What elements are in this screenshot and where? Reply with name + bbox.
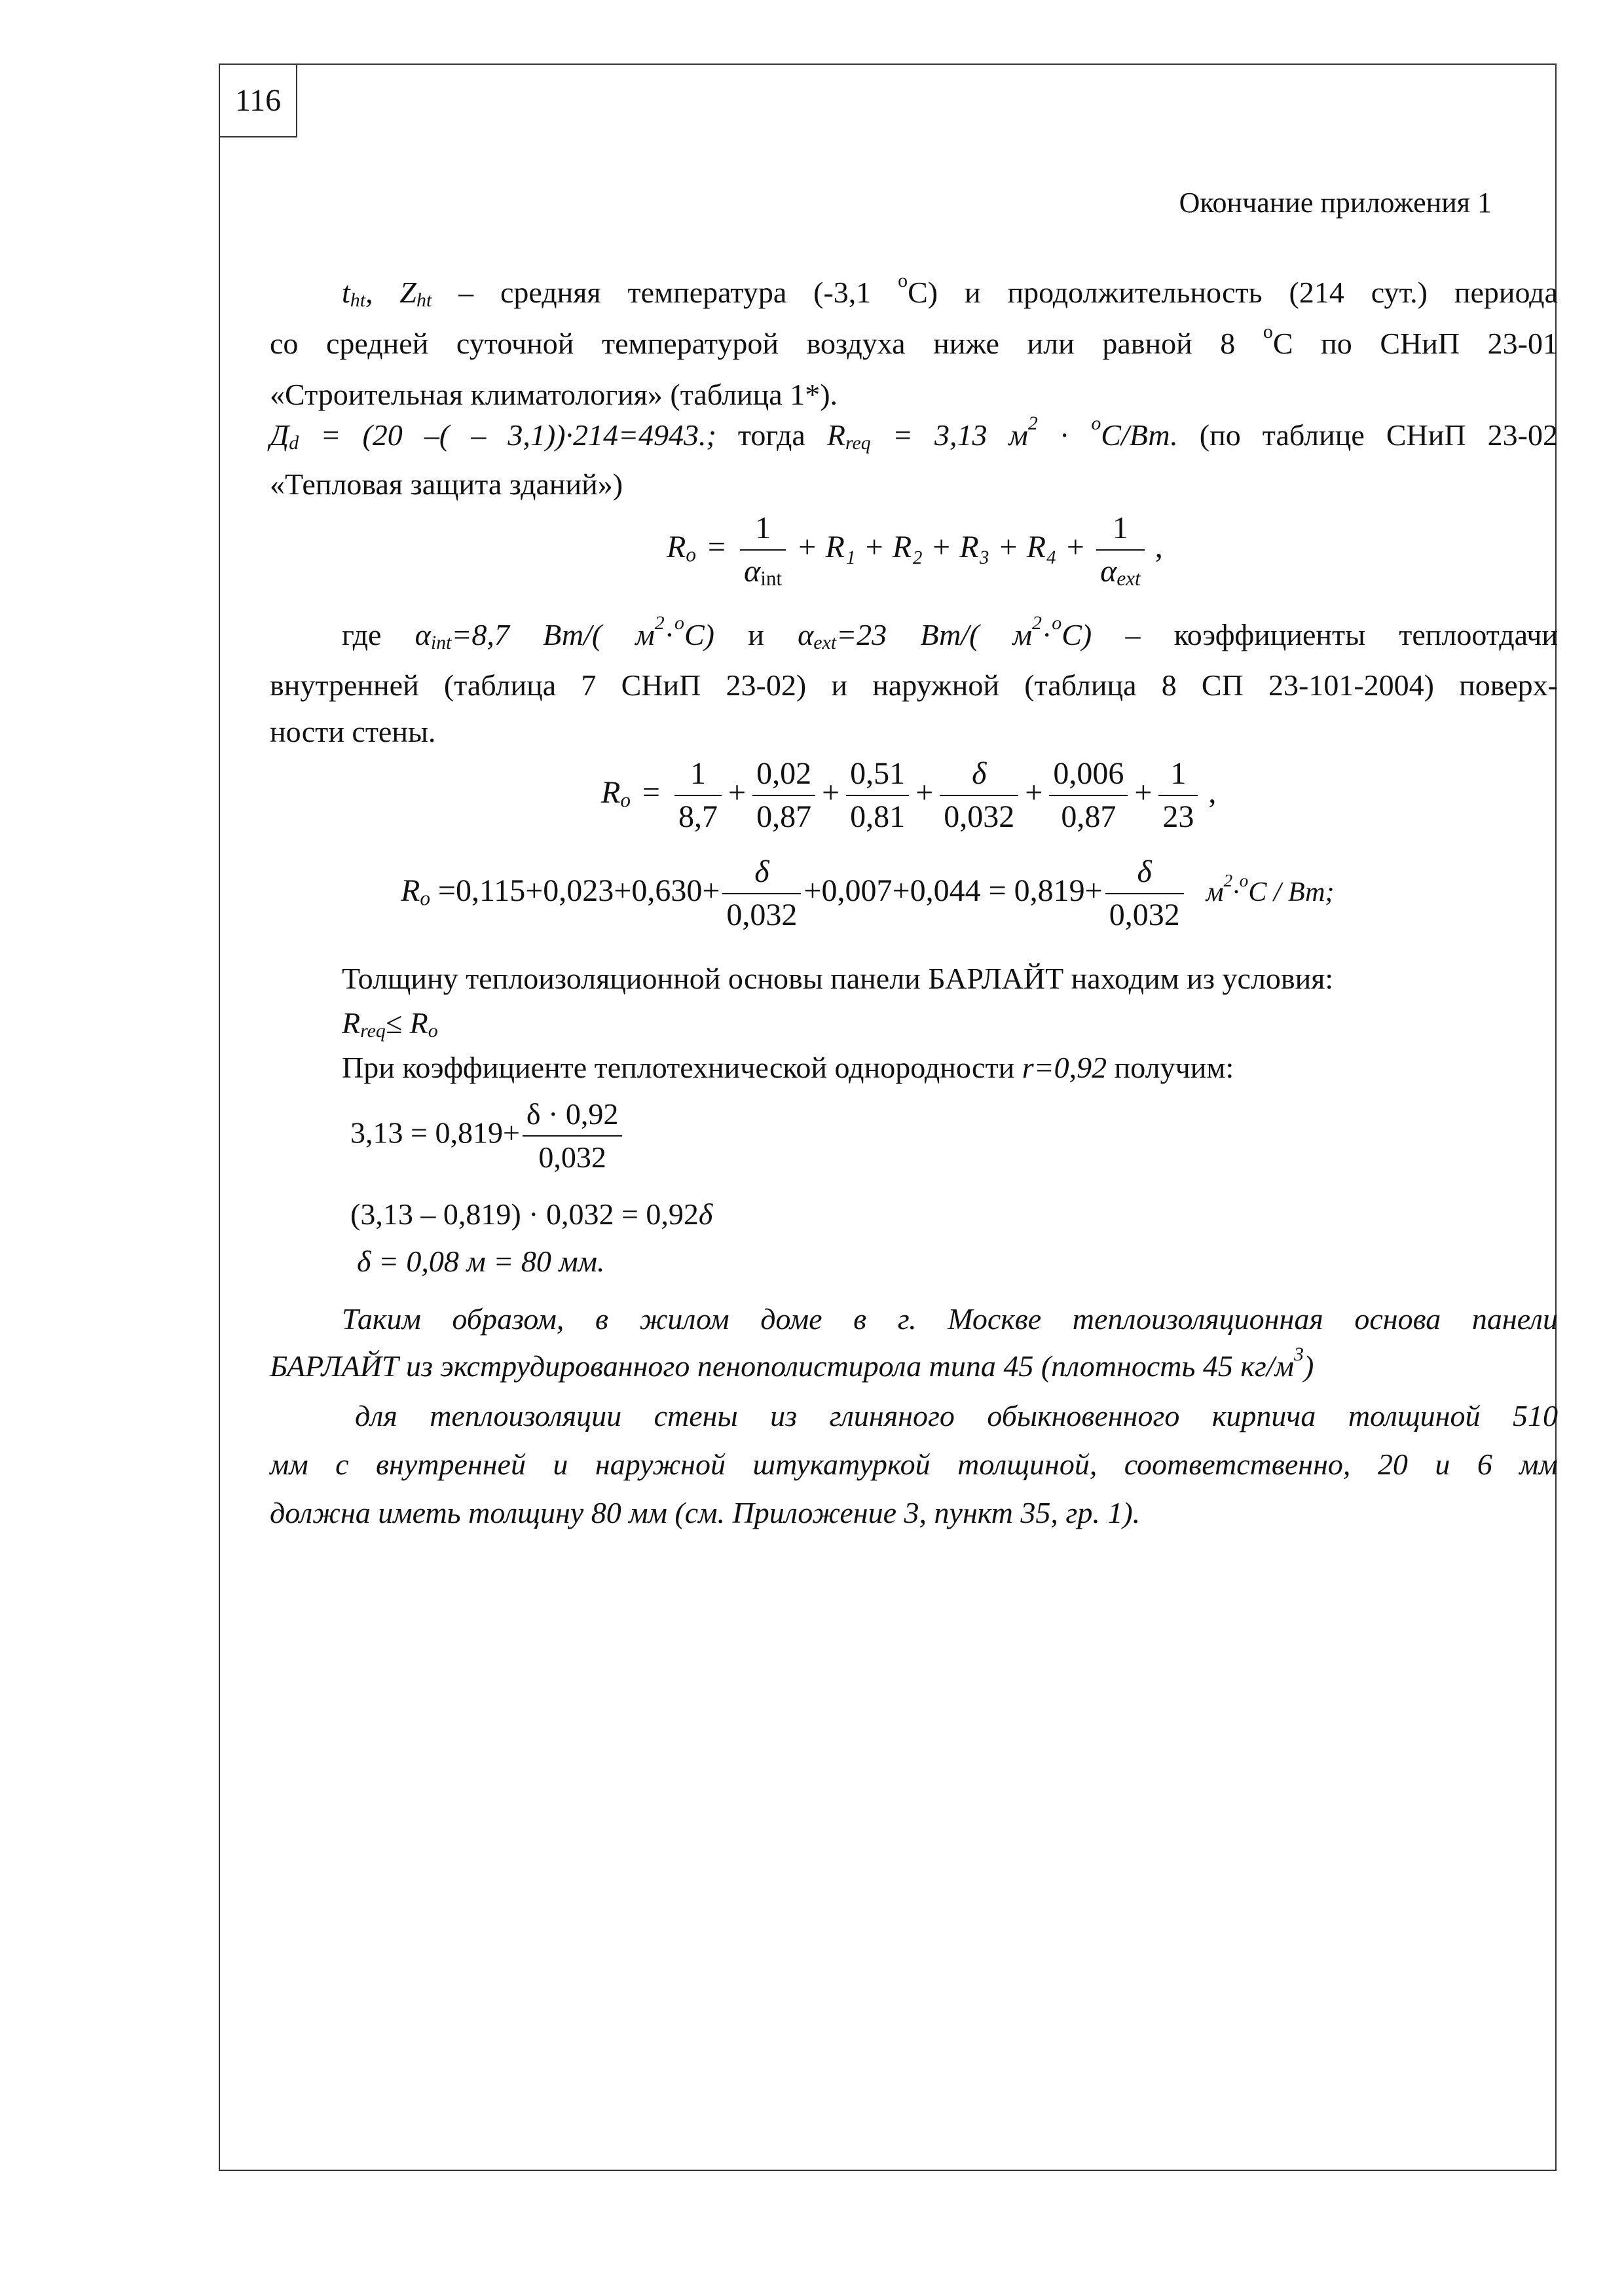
para1-line3: «Строительная климатология» (таблица 1*). [270, 378, 838, 411]
para3-line3: ности стены. [270, 715, 436, 748]
para2-line2: «Тепловая защита зданий») [270, 467, 623, 501]
equation-6: δ = 0,08 м = 80 мм. [357, 1245, 605, 1278]
para4-line1: Толщину теплоизоляционной основы панели БАРЛАЙТ находим из условия: [342, 962, 1334, 995]
running-head: Окончание приложения 1 [1179, 187, 1492, 219]
para4-condition: $R_{req}\le R_o$ [342, 1006, 438, 1042]
conclusion-line4: мм с внутренней и наружной штукатуркой толщиной, соответственно, 20 и 6 мм [270, 1448, 1558, 1481]
para4-line3: При коэффициенте теплотехнической однородности r=0,92 получим: [342, 1051, 1234, 1084]
conclusion-line1: Таким образом, в жилом доме в г. Москве теплоизоляционная основа панели [342, 1302, 1558, 1336]
para1-line2: со средней суточной температурой воздуха ниже или равной 8 $^o$С по СНиП 23-01 [270, 321, 1559, 360]
conclusion-line3: для теплоизоляции стены из глиняного обыкновенного кирпича толщиной 510 [355, 1399, 1558, 1432]
equation-3: $R_o =0,115+0,023+0,630+$ $\frac{\delta}{0,032}$ +0,007+0,044 = 0,819+ $\frac{\delta}{0,032}$ $м^2\cdot^oC$ / Вт; [401, 851, 1335, 936]
para3-line2: внутренней (таблица 7 СНиП 23-02) и наружной (таблица 8 СП 23-101-2004) поверх- [270, 668, 1558, 702]
para3-line1: где $\alpha_{int}=8,7$ Вт/( $м^2\cdot^oС$) и $\alpha_{ext}=23$ Вт/( $м^2\cdot^oС$) – коэффициенты теплоотдачи [342, 612, 1558, 653]
equation-5: (3,13 – 0,819) · 0,032 = 0,92δ [350, 1197, 713, 1231]
equation-2: $R_o$ = $\frac{1}{8,7}$ + $\frac{0,02}{0,87}$ + $\frac{0,51}{0,81}$ + $\frac{\delta}{0,032}$ + $\frac{0,006}{0,87}$ + $\frac{1}{23}$ , [601, 753, 1216, 838]
equation-1: $R_o$ = $\frac{1}{\alpha_{int}}$ + R₁ + R₂ + R₃ + R₄ + $\frac{1}{\alpha_{ext}}$ , [667, 507, 1163, 592]
conclusion-line5: должна иметь толщину 80 мм (см. Приложение 3, пункт 35, гр. 1). [270, 1496, 1141, 1529]
page-number: 116 [219, 64, 297, 137]
para2-line1: $Д_d = (20$ –( – 3,1))·214=4943.; тогда $R_{req} = 3,13$ $м^2 \cdot ^oС/Вт$. (по таблице СНиП 23-02 [270, 412, 1558, 454]
equation-4: 3,13 = 0,819+ $\frac{\delta \cdot 0,92}{0,032}$ [350, 1093, 625, 1178]
conclusion-line2: БАРЛАЙТ из экструдированного пенополистирола типа 45 (плотность 45 $кг/м^3$) [270, 1343, 1314, 1383]
para1-line1: $t_{ht}$, $Z_{ht}$ – средняя температура (-3,1 $^o$С) и продолжительность (214 сут.) периода [342, 270, 1559, 311]
